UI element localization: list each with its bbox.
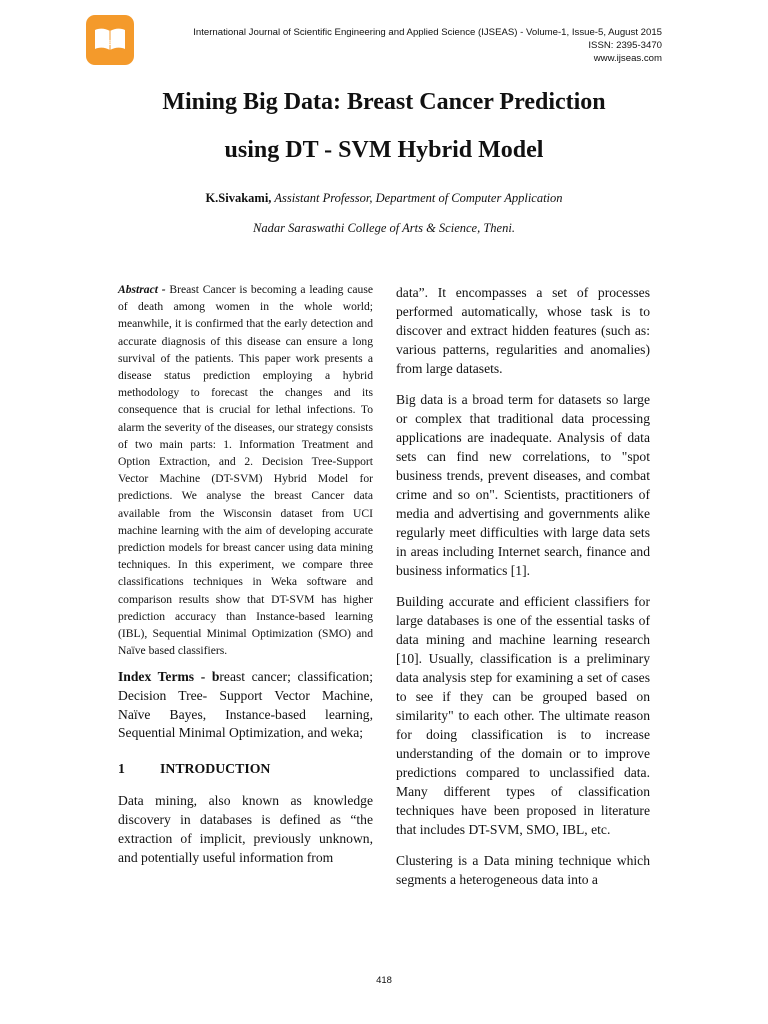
- journal-header: [193, 26, 662, 65]
- left-column: [118, 281, 373, 867]
- index-terms-label: Index Terms - b: [118, 669, 220, 685]
- abstract-label: Abstract -: [118, 283, 170, 296]
- section-number: 1: [118, 760, 125, 776]
- index-terms: [118, 668, 373, 742]
- website: www.ijseas.com: [593, 53, 662, 64]
- paper-title-line2: using DT - SVM Hybrid Model: [224, 137, 544, 163]
- author-line: [0, 191, 768, 206]
- logo-text: IJSEAS: [97, 40, 123, 47]
- issn: ISSN: 2395-3470: [588, 40, 662, 51]
- journal-logo: [86, 15, 134, 65]
- paragraph: Clustering is a Data mining technique which segments a heterogeneous data into a: [396, 853, 650, 887]
- section-heading: [118, 761, 373, 777]
- page-number: 418: [376, 975, 392, 986]
- author-role: Assistant Professor, Department of Computer Application: [271, 191, 563, 205]
- intro-paragraph: Data mining, also known as knowledge discovery in databases is defined as “the extraction of implicit, previously unknown, and potentially useful information from: [118, 792, 373, 865]
- author-name: K.Sivakami,: [205, 191, 272, 205]
- paragraph: Big data is a broad term for datasets so large or complex that traditional data processing applications are inadequate. Analysis of data sets can find new correlations, to "spot business trends, prevent diseases, and combat crime and so on". Scientists, practitioners of media and advertising and governments alike regularly meet difficulties with large data sets in areas including Internet search, finance and business informatics [1].: [396, 392, 650, 578]
- right-column: [396, 283, 650, 901]
- paragraph: data”. It encompasses a set of processes performed automatically, whose task is to discover and extract hidden features (such as: various patterns, regularities and anomalies) from large datasets.: [396, 285, 650, 376]
- paragraph: Building accurate and efficient classifiers for large databases is one of the essential tasks of data mining and machine learning research [10]. Usually, classification is a preliminary data analysis step for examining a set of cases to see if they can be grouped based on similarity" to each other. The ultimate reason for doing classification is to increase understanding of the domain or to improve predictions compared to unclassified data. Many different types of classification techniques have been proposed in literature that includes DT-SVM, SMO, IBL, etc.: [396, 594, 650, 837]
- paper-title-line1: Mining Big Data: Breast Cancer Prediction: [162, 89, 606, 115]
- author-affiliation: Nadar Saraswathi College of Arts & Science, Theni.: [253, 221, 515, 235]
- book-icon: [93, 25, 127, 53]
- abstract-text: Breast Cancer is becoming a leading cause of death among women in the whole world; meanwhile, it is confirmed that the early detection and accurate diagnosis of this disease can ensure a long survival of the patients. This paper work presents a disease status prediction employing a hybrid methodology to forecast the changes and its consequence that is crucial for lethal infections. To alarm the severity of the diseases, our strategy consists of two main parts: 1. Information Treatment and Option Extraction, and 2. Decision Tree-Support Vector Machine (DT-SVM) Hybrid Model for predictions. We analyse the breast Cancer data available from the Wisconsin dataset from UCI machine learning with the aim of developing accurate prediction models for breast cancer using data mining techniques. In this experiment, we compare three classifications techniques in Weka software and comparison results show that DT-SVM has higher prediction accuracy than Instance-based learning (IBL), Sequential Minimal Optimization (SMO) and Naïve based classifiers.: [118, 283, 373, 658]
- journal-line: International Journal of Scientific Engineering and Applied Science (IJSEAS) - Volume-1, Issue-5, August 2015: [193, 27, 662, 38]
- index-terms-text: reast cancer; classification; Decision Tree- Support Vector Machine, Naïve Bayes, Instance-based learning, Sequential Minimal Optimization, and weka;: [118, 669, 373, 741]
- section-title: INTRODUCTION: [160, 760, 271, 776]
- abstract: [118, 281, 373, 659]
